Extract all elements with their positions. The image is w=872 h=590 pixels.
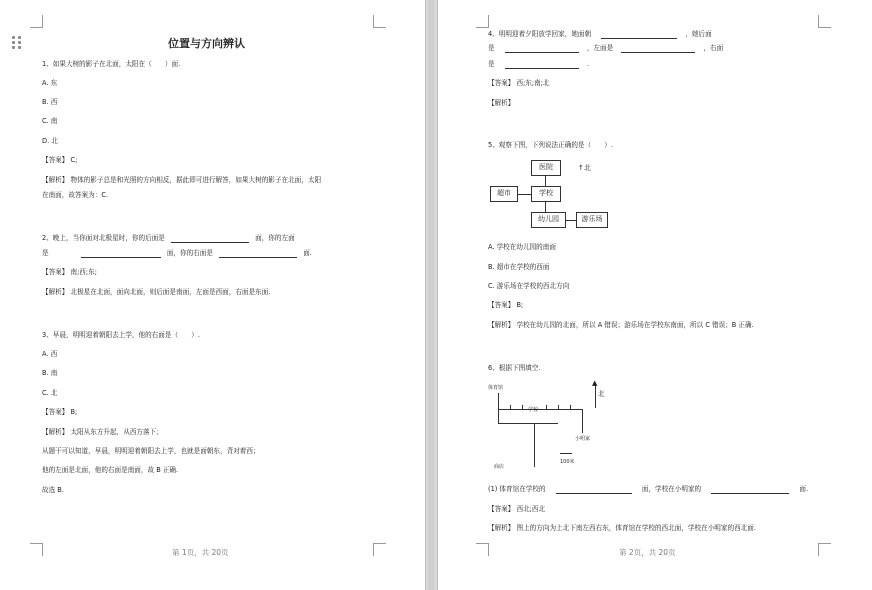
north-label: 北 [583,164,591,172]
north-label: 北 [598,390,605,398]
question-6-sub-1 [488,485,808,494]
answer-value: C; [70,156,78,164]
answer-line [42,268,97,277]
question-text: ，右面 [703,44,724,52]
road-tick [546,405,547,410]
analysis-label: 【解析】 [488,321,515,329]
analysis-text: 图上的方向为上北下南左西右东，体育馆在学校的西北面，学校在小明家的西北面. [516,524,756,532]
question-text: 面，你的右面是 [166,249,213,257]
north-arrow-icon: ↑北 [578,164,591,172]
analysis-label: 【解析】 [488,524,515,532]
fill-blank[interactable] [556,486,632,494]
analysis-line [42,288,270,297]
drag-handle-icon[interactable] [12,36,22,50]
answer-line [42,408,77,417]
option-c: C. 游乐场在学校的西北方向 [488,282,570,290]
question-text: ，她后面 [685,30,712,38]
question-text: 2、晚上，当你面对北极星时，你的后面是 [42,234,165,242]
option-b: B. 超市在学校的西面 [488,263,550,271]
answer-value: 西;东;南;北 [516,79,550,87]
analysis-label: 【解析】 [42,428,69,436]
scale-label: 100米 [560,459,575,465]
question-text: 4、明明迎着夕阳放学回家，她面朝 [488,30,592,38]
answer-line [488,505,545,514]
document-page-1 [0,0,425,590]
page-corner-mark [476,543,489,556]
answer-label: 【答案】 [42,408,69,416]
store-label: 商店 [494,464,505,470]
option-d: D. 北 [42,137,58,145]
question-text: 是 [488,44,495,52]
answer-label: 【答案】 [488,301,515,309]
option-b: B. 南 [42,369,58,377]
question-text: 是 [488,60,495,68]
page-title: 位置与方向辨认 [168,37,245,50]
question-6-stem: 6、根据下图填空. [488,364,541,372]
answer-line [488,301,523,310]
question-text: 面. [303,249,312,257]
analysis-label: 【解析】 [42,288,69,296]
fill-blank[interactable] [171,235,249,243]
question-2-line-2 [42,249,312,258]
analysis-text: 从题干可以知道，早晨，明明迎着朝阳去上学，也就是面朝东，背对着西； [42,447,260,455]
fill-blank[interactable] [711,486,789,494]
school-box: 学校 [531,186,561,202]
page-corner-mark [30,15,43,28]
xiaoming-home-label: 小明家 [575,436,591,442]
supermarket-box: 超市 [490,186,518,202]
fill-blank[interactable] [505,45,579,53]
question-text: 面. [799,485,809,493]
option-c: C. 南 [42,117,58,125]
connector-line [517,194,531,195]
answer-label: 【答案】 [488,79,515,87]
analysis-text: 在南面，故答案为：C. [42,191,109,199]
road-line [534,423,535,467]
school-label: 学校 [528,407,539,413]
document-page-2 [438,0,872,590]
page-footer: 第 1页，共 20页 [172,548,229,557]
question-1-stem: 1、如果大树的影子在北面，太阳在（ ）面. [42,60,181,68]
page-footer: 第 2页，共 20页 [619,548,676,557]
connector-line [545,201,546,212]
answer-label: 【答案】 [42,268,69,276]
page-divider [425,0,438,590]
fill-blank[interactable] [621,45,695,53]
answer-value: B; [70,408,78,416]
option-a: A. 东 [42,79,58,87]
fill-blank[interactable] [81,250,161,258]
question-3-stem: 3、早晨，明明迎着朝阳去上学，他的右面是（ ）. [42,331,200,339]
fill-blank[interactable] [505,61,579,69]
question-2-line-1 [42,234,295,243]
page-corner-mark [373,543,386,556]
analysis-text: 物体的影子总是和光照的方向相反，据此即可进行解答，如果大树的影子在北面，太阳 [70,176,322,184]
option-b: B. 西 [42,98,58,106]
question-text: (1) 体育馆在学校的 [488,485,546,493]
question-text: ，左面是 [586,44,614,52]
analysis-label: 【解析】 [488,99,515,107]
analysis-conclusion: 故选 B. [42,486,64,494]
option-a: A. 西 [42,350,58,358]
question-text: 面，学校在小明家的 [641,485,702,493]
connector-line [565,220,576,221]
analysis-label: 【解析】 [42,176,69,184]
answer-value: B; [516,301,524,309]
answer-line [42,156,77,165]
answer-value: 西北;西北 [516,505,546,513]
question-text: . [586,60,589,68]
fill-blank[interactable] [219,250,297,258]
answer-label: 【答案】 [488,505,515,513]
road-line [498,423,558,424]
road-line [582,409,583,433]
question-4-line-2 [488,44,723,53]
answer-label: 【答案】 [42,156,69,164]
road-tick [510,405,511,410]
option-c: C. 北 [42,389,58,397]
fill-blank[interactable] [601,31,677,39]
page-corner-mark [30,543,43,556]
option-a: A. 学校在幼儿园的南面 [488,243,556,251]
analysis-text: 北极星在北面，面向北面，则后面是南面，左面是西面，右面是东面. [70,288,271,296]
analysis-text: 太阳从东方升起，从西方落下； [70,428,163,436]
gym-label: 体育馆 [488,385,504,391]
page-corner-mark [818,15,831,28]
north-arrow-head-icon: ▲ [592,379,598,387]
analysis-line [488,524,756,533]
page-corner-mark [818,543,831,556]
page-corner-mark [373,15,386,28]
playground-box: 游乐场 [576,212,608,228]
question-text: 是 [42,249,49,257]
road-tick [570,405,571,410]
scale-bar [560,453,572,454]
hospital-box: 医院 [531,160,561,176]
answer-value: 南;西;东; [70,268,97,276]
road-line [498,393,499,423]
analysis-line [42,176,321,185]
analysis-line [488,321,754,330]
road-tick [558,405,559,410]
analysis-text: 学校在幼儿园的北面，所以 A 错误；游乐场在学校东南面，所以 C 错误；B 正确. [516,321,754,329]
question-4-line-3 [488,60,589,69]
question-4-line-1 [488,30,712,39]
kindergarten-box: 幼儿园 [531,212,566,228]
answer-line [488,79,550,88]
road-tick [522,405,523,410]
question-5-stem: 5、观察下图，下列说法正确的是（ ）. [488,141,613,149]
question-text: 面，你的左面 [255,234,295,242]
analysis-text: 他的左面是北面，他的右面是南面，故 B 正确. [42,466,179,474]
page-corner-mark [476,15,489,28]
analysis-line [42,428,163,437]
